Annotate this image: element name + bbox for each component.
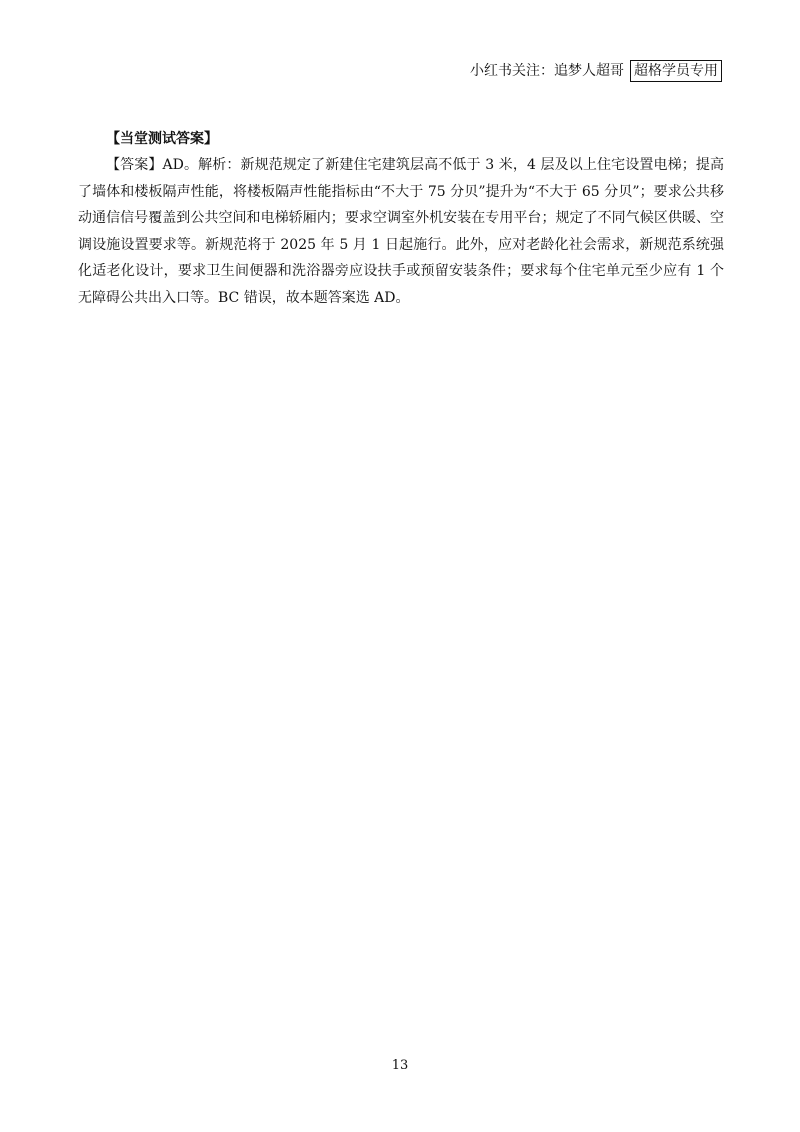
section-title: 【当堂测试答案】 (106, 131, 218, 147)
header-boxed-label: 超格学员专用 (630, 60, 722, 82)
page-number: 13 (391, 1058, 409, 1073)
answer-paragraph: 【答案】AD。解析：新规范规定了新建住宅建筑层高不低于 3 米，4 层及以上住宅设置电梯；提高了墙体和楼板隔声性能，将楼板隔声性能指标由“不大于 75 分贝”提升为“不大于 65 分贝”；要求公共移动通信信号覆盖到公共空间和电梯轿厢内；要求空调室外机安装在专用平台；规定了不同气候区供暖、空调设施设置要求等。新规范将于 2025 年 5 月 1 日起施行。此外，应对老龄化社会需求，新规范系统强化适老化设计，要求卫生间便器和洗浴器旁应设扶手或预留安装条件；要求每个住宅单元至少应有 1 个无障碍公共出入口等。BC 错误，故本题答案选 AD。 (78, 157, 724, 306)
answer-section (78, 126, 724, 311)
page-header (470, 60, 722, 82)
header-follow-text: 小红书关注：追梦人超哥 (470, 63, 624, 79)
